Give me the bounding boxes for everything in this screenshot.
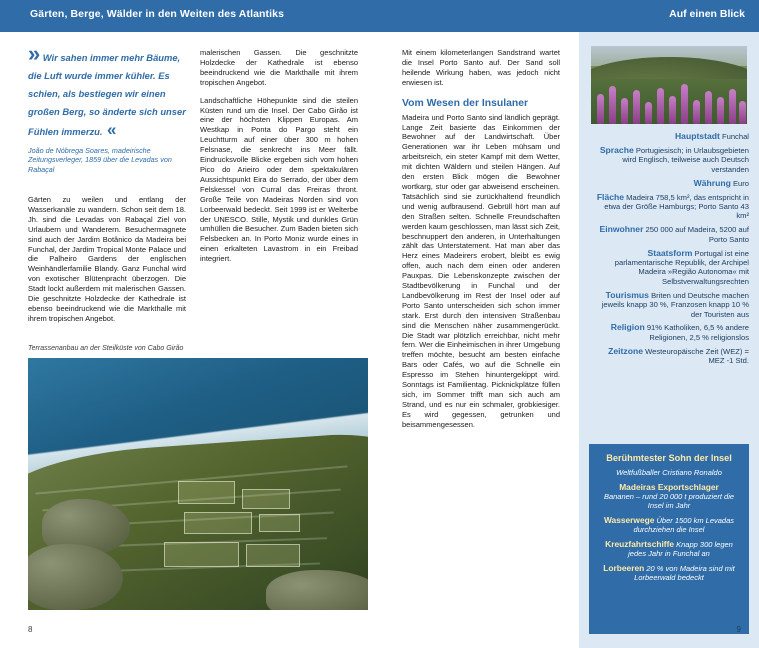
fact-value: 91% Katholiken, 6,5 % andere Religionen, 2,5 % religionslos bbox=[646, 323, 749, 342]
header-left bbox=[0, 0, 579, 32]
quote-source: João de Nóbrega Soares, madeirische Zeitungsverleger, 1859 über die Levadas von Rabaçal bbox=[28, 146, 172, 174]
fact-row bbox=[589, 323, 749, 342]
paragraph: Gärten zu weilen und entlang der Wasserkanäle zu wandern. Schon seit dem 18. Jh. sind die Levadas von Rabaçal Ziel von Urlaubern und Wanderern. Besuchermagnete sind auch der Jardim Botânico da Madeira bei Funchal, der Jardim Tropical Monte Palace und die Palheiro Gardens der englischen Weinhändlerfamilie Blandy. Ganz Funchal wird von exotischer Blütenpracht überzogen. Die Stadt lockt außerdem mit malerischen Gassen. Die geschnitzte Holzdecke der Kathedrale ist ebenso beeindruckend wie die Markthalle mit ihrem tropischen Angebot. bbox=[28, 195, 186, 323]
fact-value: Westeuropäische Zeit (WEZ) = MEZ -1 Std. bbox=[645, 346, 749, 366]
highlight-row bbox=[599, 540, 739, 558]
fact-row bbox=[589, 193, 749, 221]
field-plot bbox=[246, 544, 300, 567]
fact-value: Funchal bbox=[721, 132, 749, 141]
pull-quote bbox=[28, 41, 186, 174]
fact-value: Portugiesisch; in Urlaubsgebieten wird Englisch, teilweise auch Deutsch verstanden bbox=[622, 145, 749, 174]
fact-key: Tourismus bbox=[605, 289, 649, 300]
fact-row bbox=[589, 347, 749, 366]
photo-caption: Terrassenanbau an der Steilküste von Cabo Girão bbox=[28, 345, 184, 352]
fact-key: Zeitzone bbox=[608, 345, 643, 356]
highlight-value: Über 1500 km Levadas durchziehen die Insel bbox=[633, 515, 735, 535]
field-plot bbox=[164, 542, 239, 567]
quote-text: Wir sahen immer mehr Bäume, die Luft wurde immer kühler. Es schien, als bestiegen wir einen großen Berg, so änderte sich unser Fühlen immerzu. bbox=[28, 52, 186, 137]
header-right bbox=[579, 0, 759, 32]
paragraph: malerischen Gassen. Die geschnitzte Holzdecke der Kathedrale ist ebenso beeindruckend wie die Markthalle mit ihrem tropischen Angebot. bbox=[200, 48, 358, 87]
highlight-row bbox=[599, 483, 739, 511]
quote-open-mark: » bbox=[28, 41, 39, 66]
highlight-value: Knapp 300 legen jedes Jahr in Funchal an bbox=[628, 539, 733, 558]
folio-left: 8 bbox=[28, 625, 33, 634]
highlight-box bbox=[589, 444, 749, 634]
rock-outcrop bbox=[28, 544, 123, 610]
fact-row bbox=[589, 225, 749, 244]
highlight-subtitle-text: Weltfußballer Cristiano Ronaldo bbox=[616, 468, 722, 477]
fact-row bbox=[589, 132, 749, 141]
highlight-row bbox=[599, 564, 739, 582]
highlight-key: Madeiras Exportschlager bbox=[619, 481, 719, 492]
fact-key: Hauptstadt bbox=[674, 131, 720, 141]
fact-key: Religion bbox=[610, 322, 645, 333]
body-column-1 bbox=[28, 195, 186, 324]
facts-list bbox=[589, 132, 749, 370]
folio-right: 9 bbox=[736, 625, 741, 634]
flowers-photo bbox=[591, 46, 747, 124]
section-heading: Vom Wesen der Insulaner bbox=[402, 97, 529, 109]
fact-value: Euro bbox=[732, 178, 749, 188]
fact-value: Briten und Deutsche machen jeweils knapp 30 %, Franzosen knapp 10 % der Touristen aus bbox=[601, 290, 749, 319]
flower-cluster bbox=[591, 76, 747, 124]
fact-value: 250 000 auf Madeira, 5200 auf Porto Santo bbox=[645, 225, 749, 244]
highlight-title: Berühmtester Sohn der Insel bbox=[606, 453, 732, 463]
body-column-3 bbox=[402, 48, 560, 430]
highlight-row bbox=[599, 516, 739, 534]
page-title: Gärten, Berge, Wälder in den Weiten des Atlantiks bbox=[30, 8, 285, 20]
fact-key: Staatsform bbox=[647, 247, 693, 258]
highlight-value: 20 % von Madeira sind mit Lorbeerwald bedeckt bbox=[634, 563, 735, 582]
fact-key: Fläche bbox=[596, 191, 625, 202]
fact-row bbox=[589, 249, 749, 287]
highlight-key: Wasserwege bbox=[603, 514, 655, 525]
fact-key: Währung bbox=[693, 177, 731, 188]
fact-value: Madeira 758,5 km², das entspricht in etwa der Größe Hamburgs; Porto Santo 43 km² bbox=[604, 192, 749, 221]
fact-key: Sprache bbox=[599, 144, 634, 155]
highlight-subtitle bbox=[599, 468, 739, 477]
paragraph: Madeira und Porto Santo sind ländlich geprägt. Lange Zeit basierte das Einkommen der Bewohner auf der Landwirtschaft. Über Generationen war ihr Leben mühsam und arbeitsreich, ein steter Kampf mit dem Wetter, mit dichten Wäldern und steilen Hängen. Auf den ersten Blick mögen die Bewohner wortkarg, stur oder gar abweisend erscheinen. Tatsächlich sind sie zurückhaltend freundlich und wenig aufbrausend. Gebrüll hört man auf den Straßen selten. Schnelle Freundschaften werden kaum geschlossen, man lässt sich Zeit, beschnuppert den anderen, in Unterhaltungen zählt das Unterstatement. Hat man aber das Herz eines Madeirers erobert, bleibt es ewig offen, auch nach dem einen oder anderen Pauxpas. Die Lebenskonzepte zwischen der Stadtbevölkerung in Funchal und der Landbevölkerung im Rest der Insel oder auf Porto Santo unterscheiden sich schon immer stark. Erst durch den intensiven Straßenbau sind die Menschen näher zusammengerückt. Die Stadt war plötzlich erreichbar, nicht mehr fern. Wer die Einheimischen in ihrer Umgebung treffen möchte, besucht am besten einfache Bars oder Cafés, wo auf die Schnelle ein Espresso im Stehen hinuntergekippt wird. Sonntags ist Familientag. Picknickplätze füllen sich, im Sommer trifft man sich auch am Strand, und es nur ein schmaler, grobkiesiger. Es wird gegessen, getrunken und beisammengesessen. bbox=[402, 112, 560, 429]
quote-close-mark: « bbox=[106, 120, 115, 139]
quote-body bbox=[28, 41, 186, 140]
fact-value: Portugal ist eine parlamentarische Republik, der Archipel Madeira »Região Autonoma« mit Selbstverwaltungsrechten bbox=[614, 248, 749, 286]
fact-row bbox=[589, 291, 749, 319]
field-plot bbox=[178, 481, 236, 504]
rock-outcrop bbox=[266, 570, 368, 610]
field-plot bbox=[184, 512, 252, 535]
paragraph: Landschaftliche Höhepunkte sind die steilen Küsten rund um die Insel. Der Cabo Girão ist eine der höchsten Klippen Europas. Am Westkap in Ponta do Pargo steht ein Leuchtturm auf einer über 300 m hohen Felsnase, die senkrecht ins Meer fällt. Eindrucksvolle Blicke ergeben sich vom hohen Pico do Arieiro oder dem spektakulären Aussichtspunkt Eira do Serrado, der über dem Felskessel von Curral das Freiras thront. Große Teile von Madeiras Norden sind von Lorbeerwald bedeckt. Seit 1999 ist er Welterbe der UNESCO. Stille, Mystik und dunkles Grün umhüllen die Besucher. Zum Baden bieten sich Felsbecken an. In Porto Moniz wurde eines in einen erkalteten Lavastrom in ein Freibad integriert. bbox=[200, 95, 358, 264]
highlight-value: Bananen – rund 20 000 t produziert die Insel im Jahr bbox=[603, 491, 735, 511]
fact-row bbox=[589, 179, 749, 188]
at-a-glance-sidebar bbox=[579, 32, 759, 648]
highlight-key: Lorbeeren bbox=[603, 562, 645, 573]
fact-row bbox=[589, 146, 749, 174]
sidebar-title: Auf einen Blick bbox=[669, 8, 745, 20]
field-plot bbox=[259, 514, 300, 532]
coast-terraces-photo bbox=[28, 358, 368, 610]
body-column-2 bbox=[200, 48, 358, 264]
field-plot bbox=[242, 489, 290, 509]
fact-key: Einwohner bbox=[599, 224, 644, 235]
paragraph: Mit einem kilometerlangen Sandstrand wartet die Insel Porto Santo auf. Der Sand soll heilende Wirkung haben, was jedoch nicht erwiesen ist. bbox=[402, 48, 560, 87]
highlight-key: Kreuzfahrtschiffe bbox=[605, 538, 675, 549]
